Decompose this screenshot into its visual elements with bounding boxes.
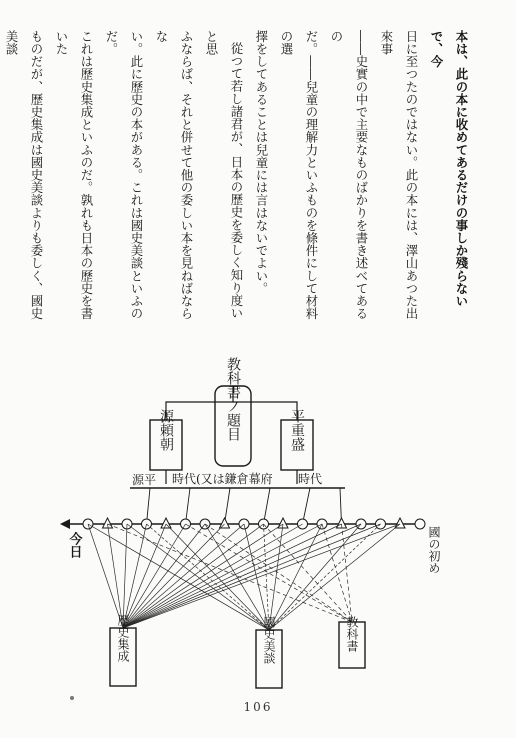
era-label-jidai: 時代	[298, 472, 323, 486]
fan-line	[269, 524, 322, 630]
timeline-triangle-node	[103, 518, 113, 528]
era-label-kamakura: 時代(又は鎌倉幕府	[172, 472, 273, 486]
fan-line	[123, 524, 244, 628]
fan-line	[269, 524, 400, 630]
text-column: だ。――兒童の理解力といふものを條件にして材料の選	[279, 30, 319, 320]
timeline-today-label: 今日	[66, 532, 82, 558]
connector-line	[166, 386, 233, 420]
fan-line	[166, 524, 269, 630]
text-column: 擇をしてあることは兒童には言はないでよい。	[254, 30, 269, 295]
fan-line	[88, 524, 123, 628]
text-column: 從つて若し諸君が、日本の歷史を委しく知り度いと思	[204, 30, 244, 320]
text-column: ふならば、それと併せて他の委しい本を見ねばならな	[154, 30, 194, 320]
text-column: い。此に歷史の本がある。これは國史美談といふのだ。	[104, 30, 144, 320]
relationship-fan-lines	[88, 524, 400, 630]
timeline-origin-label: 國の初め	[427, 526, 441, 574]
text-column: ものだが、歷史集成は國史美談よりも委しく、國史美談	[4, 30, 44, 320]
fan-line	[269, 524, 283, 630]
fan-line	[123, 524, 303, 628]
national-history-tales-label: 國史美談	[262, 616, 276, 664]
fan-line	[264, 524, 270, 630]
print-speck	[70, 696, 74, 700]
fan-line	[123, 524, 342, 628]
textbook-label: 教科書	[345, 616, 359, 652]
fan-line	[123, 524, 400, 628]
timeline-circle-node	[415, 519, 425, 529]
page-number: 106	[243, 700, 273, 714]
fan-line	[147, 524, 270, 630]
taira-shigemori-label: 平重盛	[289, 409, 305, 451]
history-compilation-label: 歷史集成	[116, 614, 130, 662]
era-link-line	[303, 488, 311, 524]
minamoto-yoritomo-label: 源頼朝	[158, 409, 174, 451]
text-column: 日に至つたのではない。此の本には、澤山あつた出來事	[379, 30, 419, 320]
text-column: ――史實の中で主要なものばかりを書き述べてあるの	[329, 30, 369, 320]
fan-line	[342, 524, 353, 622]
textbook-topic-label: 教科書ノ題目	[225, 357, 241, 441]
timeline-triangle-node	[161, 518, 171, 528]
timeline-arrowhead	[60, 519, 70, 529]
text-column: これは歷史集成といふのだ。孰れも日本の歷史を書いた	[54, 30, 94, 320]
text-column: 本は、此の本に收めてあるだけの事しか殘らないで、今	[429, 30, 469, 308]
connector-line	[233, 402, 297, 420]
era-label-genpei: 源平	[132, 473, 157, 487]
timeline-triangle-node	[220, 518, 230, 528]
fan-line	[123, 524, 225, 628]
fan-line	[123, 524, 322, 628]
fan-line	[269, 524, 361, 630]
